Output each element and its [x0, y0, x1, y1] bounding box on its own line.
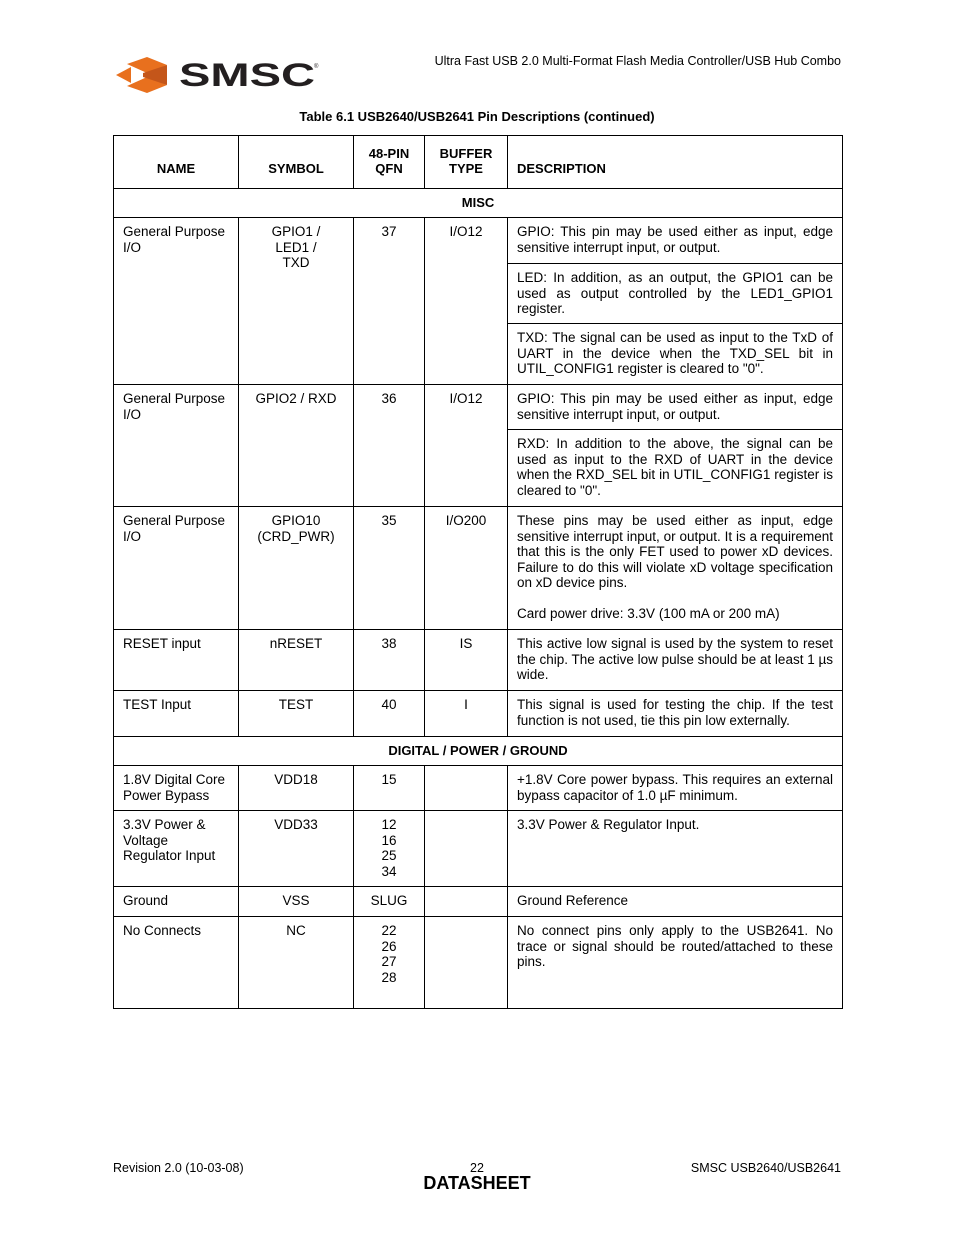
section-label: MISC [114, 189, 843, 218]
table-row [114, 630, 843, 691]
pin-symbol: VSS [239, 887, 354, 917]
pin-symbol: GPIO1 / LED1 / TXD [239, 218, 354, 385]
pin-number: SLUG [354, 887, 425, 917]
buffer-type [425, 887, 508, 917]
pin-description: TXD: The signal can be used as input to the TxD of UART in the device when the TXD_SEL bit in UTIL_CONFIG1 register is cleared to "0". [508, 324, 843, 385]
column-header-symbol: SYMBOL [239, 136, 354, 189]
pin-symbol: GPIO10 (CRD_PWR) [239, 507, 354, 630]
pin-number: 36 [354, 385, 425, 507]
page-number: 22 [470, 1161, 484, 1175]
logo-wordmark: SMSC [179, 57, 315, 93]
column-header-buffer-type: BUFFER TYPE [425, 136, 508, 189]
pin-number: 15 [354, 766, 425, 811]
column-header-name: NAME [114, 136, 239, 189]
table-row [114, 766, 843, 811]
svg-text:®: ® [314, 64, 319, 70]
pin-number: 35 [354, 507, 425, 630]
pin-description: +1.8V Core power bypass. This requires an external bypass capacitor of 1.0 µF minimum. [508, 766, 843, 811]
pin-name: General Purpose I/O [114, 218, 239, 385]
buffer-type [425, 766, 508, 811]
buffer-type: IS [425, 630, 508, 691]
section-row-digital-power-ground [114, 737, 843, 766]
pin-symbol: VDD18 [239, 766, 354, 811]
table-row [114, 691, 843, 737]
buffer-type: I/O12 [425, 385, 508, 507]
document-title: Ultra Fast USB 2.0 Multi-Format Flash Media Controller/USB Hub Combo [434, 54, 841, 68]
product-label: SMSC USB2640/USB2641 [690, 1161, 841, 1175]
pin-description-table [113, 135, 843, 1009]
table-caption: Table 6.1 USB2640/USB2641 Pin Descriptions (continued) [299, 109, 655, 124]
column-header-description: DESCRIPTION [508, 136, 843, 189]
pin-name: General Purpose I/O [114, 507, 239, 630]
datasheet-label: DATASHEET [423, 1173, 531, 1193]
pin-name: Ground [114, 887, 239, 917]
pin-name: RESET input [114, 630, 239, 691]
table-header-row [114, 136, 843, 189]
buffer-type: I/O200 [425, 507, 508, 630]
table-row [114, 385, 843, 430]
pin-name: No Connects [114, 917, 239, 1009]
pin-symbol: GPIO2 / RXD [239, 385, 354, 507]
pin-symbol: nRESET [239, 630, 354, 691]
table-row [114, 917, 843, 1009]
table-row [114, 507, 843, 630]
buffer-type: I/O12 [425, 218, 508, 385]
buffer-type [425, 811, 508, 887]
pin-number: 37 [354, 218, 425, 385]
pin-description: This signal is used for testing the chip. If the test function is not used, tie this pin low externally. [508, 691, 843, 737]
table-row [114, 218, 843, 264]
pin-number: 40 [354, 691, 425, 737]
pin-name: General Purpose I/O [114, 385, 239, 507]
pin-name: 3.3V Power & Voltage Regulator Input [114, 811, 239, 887]
pin-symbol: VDD33 [239, 811, 354, 887]
pin-description: These pins may be used either as input, edge sensitive interrupt input, or output. It is a requirement that this is the only FET used to power xD devices. Failure to do this will violate xD voltage specification on xD device pins. Card power drive: 3.3V (100 mA or 200 mA) [508, 507, 843, 630]
pin-symbol: TEST [239, 691, 354, 737]
table-row [114, 887, 843, 917]
column-header-qfn: 48-PIN QFN [354, 136, 425, 189]
pin-description: LED: In addition, as an output, the GPIO1 can be used as output controlled by the LED1_GPIO1 register. [508, 264, 843, 324]
smsc-logo [113, 55, 323, 95]
pin-symbol: NC [239, 917, 354, 1009]
revision-label: Revision 2.0 (10-03-08) [113, 1161, 244, 1175]
buffer-type: I [425, 691, 508, 737]
pin-description: GPIO: This pin may be used either as input, edge sensitive interrupt input, or output. [508, 385, 843, 430]
pin-description: 3.3V Power & Regulator Input. [508, 811, 843, 887]
pin-number: 38 [354, 630, 425, 691]
pin-name: 1.8V Digital Core Power Bypass [114, 766, 239, 811]
pin-description: Ground Reference [508, 887, 843, 917]
pin-description: GPIO: This pin may be used either as input, edge sensitive interrupt input, or output. [508, 218, 843, 264]
table-row [114, 811, 843, 887]
section-label: DIGITAL / POWER / GROUND [114, 737, 843, 766]
pin-number: 22 26 27 28 [354, 917, 425, 1009]
pin-description: This active low signal is used by the system to reset the chip. The active low pulse should be at least 1 µs wide. [508, 630, 843, 691]
section-row-misc [114, 189, 843, 218]
pin-description: No connect pins only apply to the USB2641. No trace or signal should be routed/attached to these pins. [508, 917, 843, 1009]
buffer-type [425, 917, 508, 1009]
pin-description: RXD: In addition to the above, the signal can be used as input to the RXD of UART in the device when the RXD_SEL bit in UTIL_CONFIG1 register is cleared to "0". [508, 430, 843, 507]
pin-name: TEST Input [114, 691, 239, 737]
pin-number: 12 16 25 34 [354, 811, 425, 887]
